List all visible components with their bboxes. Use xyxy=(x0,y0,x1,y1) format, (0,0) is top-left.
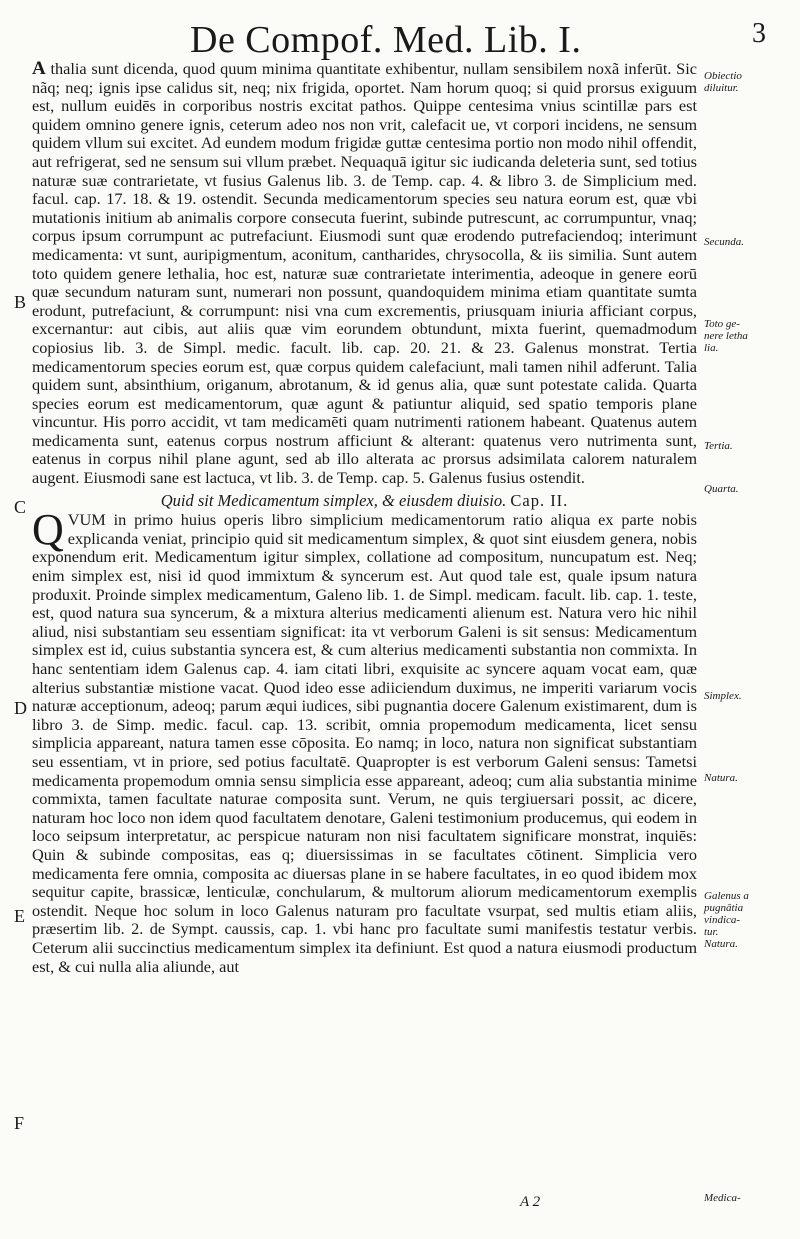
paragraph-text: thalia sunt dicenda, quod quum minima quantitate exhibentur, nullam sensibilem noxã inferūt. Sic nãq; neq; ignis ipse calidus sit, neq; nix frigida, oportet. Nam horum quoq; si quid prorsus exiguum est, nullum euidēs in corporibus nostris excitat pathos. Quippe centesima vnius scintillæ pars est quidem omnino genere ignis, ceterum adeo nos non vrit, calefacit ue, vt corpori incidens, ne sensum quidem vllum sui excitet. Ad eundem modum frigidæ guttæ centesima portio non modo nihil offendit, aut refrigerat, sed ne sensum sui vllum præbet. Nequaquā igitur sic iudicanda deleteria sunt, sed totius naturæ suæ contrarietate, vt fusius Galenus lib. 3. de Temp. cap. 4. & libro 3. de Simplicium med. facul. cap. 17. 18. & 19. ostendit. Secunda medicamentorum species seu natura eorum est, quæ vbi mutationis initium ab animalis corpore consecuta fuerint, subinde putrescunt, ac corrumpuntur, vnaq; corpus ipsum corrumpunt ac putrefaciunt. Eiusmodi sunt quæ erodendo putrefaciendoq; interimunt medicamenta: vt sunt, auripigmentum, aconitum, cantharides, chrysocolla, & iis similia. Sunt autem toto quidem genere lethalia, hoc est, naturæ suæ contrarietate interimentia, adeoque in genere eorū quæ secundum naturam sunt, numerari non possunt, quandoquidem minima etiam quantitate sumta erodunt, putrefaciunt, & corrumpunt: nisi vna cum excrementis, priusquam iniuria afficiant corpus, excernantur: aut cibis, aut aliis quæ vim eorundem obtundunt, mixta fuerint, quemadmodum copiosius lib. 3. de Simpl. medic. facult. lib. cap. 20. 21. & 23. Galenus monstrat. Tertia medicamentorum species eorum est, quæ corpus quidem calefaciunt, mali tamen nihil adferunt. Talia quidem sunt, absinthium, origanum, abrotanum, & id genus alia, quæ sunt potestate calida. Quarta species eorum est medicamentorum, quæ agunt & patiuntur aliquid, sed spatio temporis plane vincuntur. His porro accidit, vt tam medicamēti quam nutrimenti rationem habeant. Quatenus autem medicamenta sunt, eatenus corpus nostrum afficiunt & alterant: quatenus vero nutrimenta sunt, eatenus in corpus nihil plane agunt, sed ab illo alterata ac prorsus adsimilata calorem naturalem augent. Eiusmodi sane est lactuca, vt lib. 3. de Temp. cap. 5. Galenus fusius ostendit. xyxy=(32,59,697,488)
section-marker-a: A xyxy=(32,58,46,79)
signature-mark: A 2 xyxy=(520,1194,541,1210)
section-marker-e: E xyxy=(14,906,25,926)
running-head: De Compof. Med. Lib. I. xyxy=(190,19,582,61)
section-marker-f: F xyxy=(14,1113,25,1133)
drop-cap: Q xyxy=(32,505,64,555)
page-number: 3 xyxy=(752,18,766,49)
margin-note-tertia: Tertia. xyxy=(704,440,733,452)
margin-note-toto-genere: Toto ge- nere letha lia. xyxy=(704,318,748,354)
margin-note-natura: Natura. xyxy=(704,772,738,784)
main-text-block xyxy=(32,60,697,976)
margin-note-objectio: Obiectio diluitur. xyxy=(704,70,742,94)
chapter-paragraph xyxy=(32,505,697,976)
margin-note-simplex: Simplex. xyxy=(704,690,742,702)
page-header xyxy=(0,12,800,66)
margin-note-galenus: Galenus a pugnātia vindica- tur. Natura. xyxy=(704,890,749,950)
margin-note-medicamentum: Medica- xyxy=(704,1192,741,1204)
paragraph-continued xyxy=(32,60,697,488)
margin-note-secunda: Secunda. xyxy=(704,236,745,248)
section-marker-c: C xyxy=(14,497,27,517)
chapter-title: Quid sit Medicamentum simplex, & eiusdem diuisio. xyxy=(160,490,507,510)
chapter-number: Cap. II. xyxy=(510,490,569,510)
paragraph-text: VUM in primo huius operis libro simplicium medicamentorum ratio aliqua ex parte nobis explicanda veniat, principio quid sit medicamentum simplex, & quot sint eiusdem genera, nobis exponendum erit. Medicamentum igitur simplex, collatione ad compositum, nuncupatum est. Neq; enim simplex est, nisi id quod immixtum & syncerum est. Aut quod tale est, quale ipsum natura produxit. Proinde simplex medicamentum, Galeno lib. 1. de Simpl. medicam. facult. lib. cap. 1. teste, est, quod natura sua syncerum, & a mixtura alterius medicamenti alienum est. Natura vero hic nihil aliud, nisi substantiam seu essentiam significat: ita vt verborum Galeni is sit sensus: Medicamentum simplex est id, cuius substantia syncera est, & cum alterius medicamenti substantia non commixta. In hanc sententiam idem Galenus cap. 4. iam citati libri, exquisite ac syncere aquam vocat eam, quæ alterius substantiæ mistione vacat. Quod ideo esse adiiciendum duximus, ne imperiti variarum vocis naturæ acceptionum, adeoq; parum æqui iudices, sibi pugnantia docere Galenum existimarent, dum is libro 3. de Simp. medic. facul. cap. 13. scribit, omnia propemodum medicamenta, licet sensu simplicia appareant, natura tamen esse cōposita. Eo namq; in loco, natura non significat substantiam seu essentiam, vt in priore, sed potius facultatē. Quapropter is est verborum Galeni sensus: Tametsi medicamenta propemodum omnia sensu simplicia esse appareant, adeoq; cum alia substantia minime commixta, tamen facultate naturae composita sunt. Verum, ne quis tergiuersari possit, ac dicere, naturam hoc loco non idem quod facultatem denotare, Galeni testimonium producemus, qui eodem in loco seipsum interpretatur, ac perspicue naturam non nisi facultatem significare monstrat, inquiēs: Quin & subinde compositas, eas q; diuersissimas in se facultates cōtinent. Simplicia vero medicamenta fere omnia, composita ac diuersas plane in se habere facultates, in eo quod ibidem mox sequitur capite, brassicæ, lenticulæ, conchularum, & multorum aliorum medicamentorum exemplis ostendit. Neque hoc solum in loco Galenus naturam pro facultate vsurpat, sed multis etiam aliis, præsertim lib. 2. de Sympt. caussis, cap. 1. vbi hanc pro facultate sumi manifestis testatur verbis. Ceterum alii succinctius medicamentum simplex ita definiunt. Est quod a natura eiusmodi productum est, & cui nulla alia aliunde, aut xyxy=(32,510,697,976)
margin-note-quarta: Quarta. xyxy=(704,483,739,495)
section-marker-b: B xyxy=(14,292,27,312)
section-marker-d: D xyxy=(14,698,27,718)
chapter-heading xyxy=(32,492,697,511)
